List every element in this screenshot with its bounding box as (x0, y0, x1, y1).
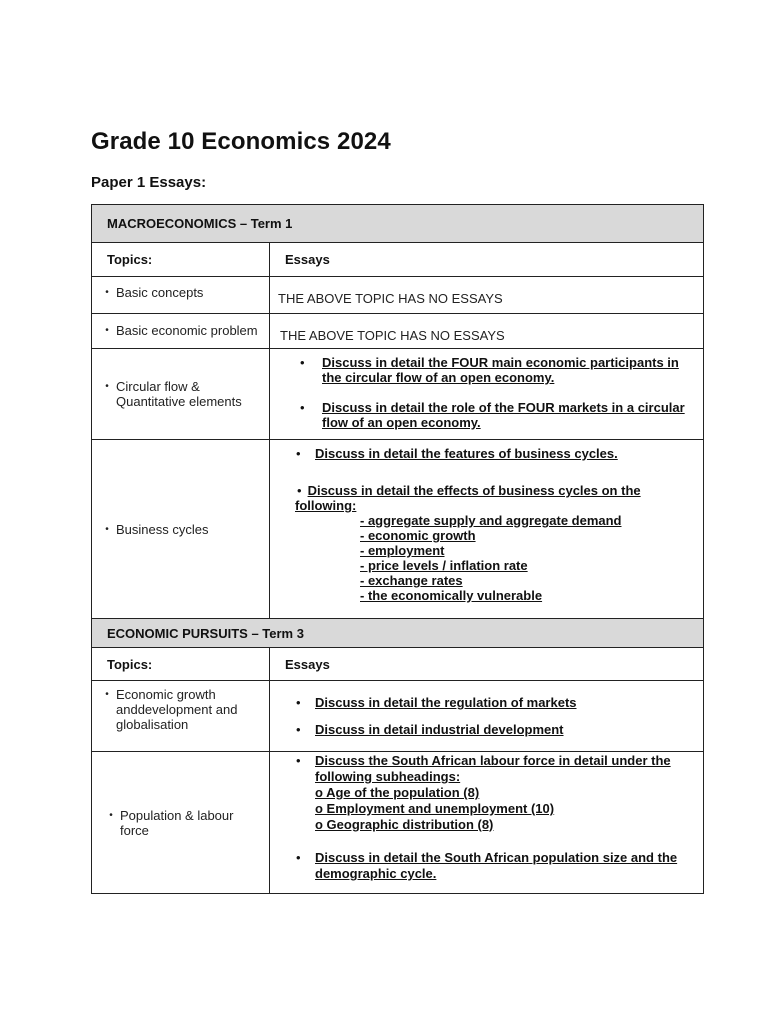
essay-item: • Discuss in detail the role of the FOUR markets in a circular flow of an open economy. (270, 400, 703, 430)
topic-cell (92, 440, 270, 619)
bullet-icon: • (109, 809, 113, 821)
topic-label: Circular flow & Quantitative elements (116, 379, 242, 409)
topic-cell (92, 349, 270, 440)
sub-item: o Employment and unemployment (10) (315, 801, 555, 816)
topics-column-header: Topics: (92, 648, 270, 681)
bullet-icon: • (105, 381, 109, 392)
essays-table (91, 204, 704, 894)
sub-item: - exchange rates (360, 573, 463, 588)
topic-label: Basic concepts (116, 285, 204, 300)
section-header-economic-pursuits (92, 619, 704, 648)
table-row (92, 277, 704, 314)
essay-item: • Discuss in detail industrial development (270, 722, 703, 737)
bullet-icon: • (105, 689, 109, 700)
essay-item: • Discuss in detail the regulation of markets (270, 695, 703, 710)
topic-cell (92, 314, 270, 349)
sub-item: - the economically vulnerable (360, 588, 543, 603)
topic-label: Economic growth anddevelopment and globalisation (116, 687, 238, 732)
bullet-icon: • (105, 523, 109, 535)
sub-list (270, 513, 703, 603)
essay-cell (270, 681, 704, 752)
sub-item: - economic growth (360, 528, 476, 543)
essay-text: Discuss the South African labour force in detail under the following subheadings: (315, 753, 671, 784)
section-heading: ECONOMIC PURSUITS – Term 3 (92, 619, 704, 648)
bullet-icon: • (105, 325, 109, 336)
page-title: Grade 10 Economics 2024 (91, 128, 391, 155)
sub-item: - employment (360, 543, 445, 558)
bullet-icon: • (105, 287, 109, 298)
essay-item: • Discuss in detail the South African population size and the demographic cycle. (270, 850, 703, 882)
essay-text: Discuss in detail the effects of business cycles on the following: (295, 483, 641, 513)
table-header-row (92, 243, 704, 277)
table-header-row (92, 648, 704, 681)
essay-cell (270, 440, 704, 619)
table-row (92, 349, 704, 440)
table-row (92, 314, 704, 349)
no-essays-note: THE ABOVE TOPIC HAS NO ESSAYS (280, 327, 505, 343)
topics-column-header: Topics: (92, 243, 270, 277)
essay-cell (270, 752, 704, 894)
sub-item: - aggregate supply and aggregate demand (360, 513, 622, 528)
sub-item: o Age of the population (8) (315, 785, 480, 800)
essay-item: • Discuss in detail the features of business cycles. (270, 446, 703, 461)
topic-cell (92, 681, 270, 752)
essays-column-header: Essays (270, 243, 704, 277)
table-row (92, 440, 704, 619)
topic-label: Population & labour force (120, 807, 234, 838)
sub-item: - price levels / inflation rate (360, 558, 528, 573)
topic-cell (92, 277, 270, 314)
section-header-macroeconomics (92, 205, 704, 243)
essay-item: • Discuss in detail the FOUR main economic participants in the circular flow of an open economy. (270, 355, 703, 385)
essay-item (270, 483, 703, 513)
essay-cell (270, 349, 704, 440)
table-row (92, 752, 704, 894)
no-essays-note: THE ABOVE TOPIC HAS NO ESSAYS (278, 290, 503, 306)
paper-subtitle: Paper 1 Essays: (91, 174, 207, 191)
section-heading: MACROECONOMICS – Term 1 (92, 205, 704, 243)
topic-label: Basic economic problem (116, 323, 258, 338)
topic-label: Business cycles (116, 521, 209, 537)
essay-cell (270, 277, 704, 314)
essays-column-header: Essays (270, 648, 704, 681)
topic-cell (92, 752, 270, 894)
sub-item: o Geographic distribution (8) (315, 817, 494, 832)
table-row (92, 681, 704, 752)
essay-item (270, 753, 703, 833)
essay-cell (270, 314, 704, 349)
bullet-icon: • (297, 483, 302, 498)
